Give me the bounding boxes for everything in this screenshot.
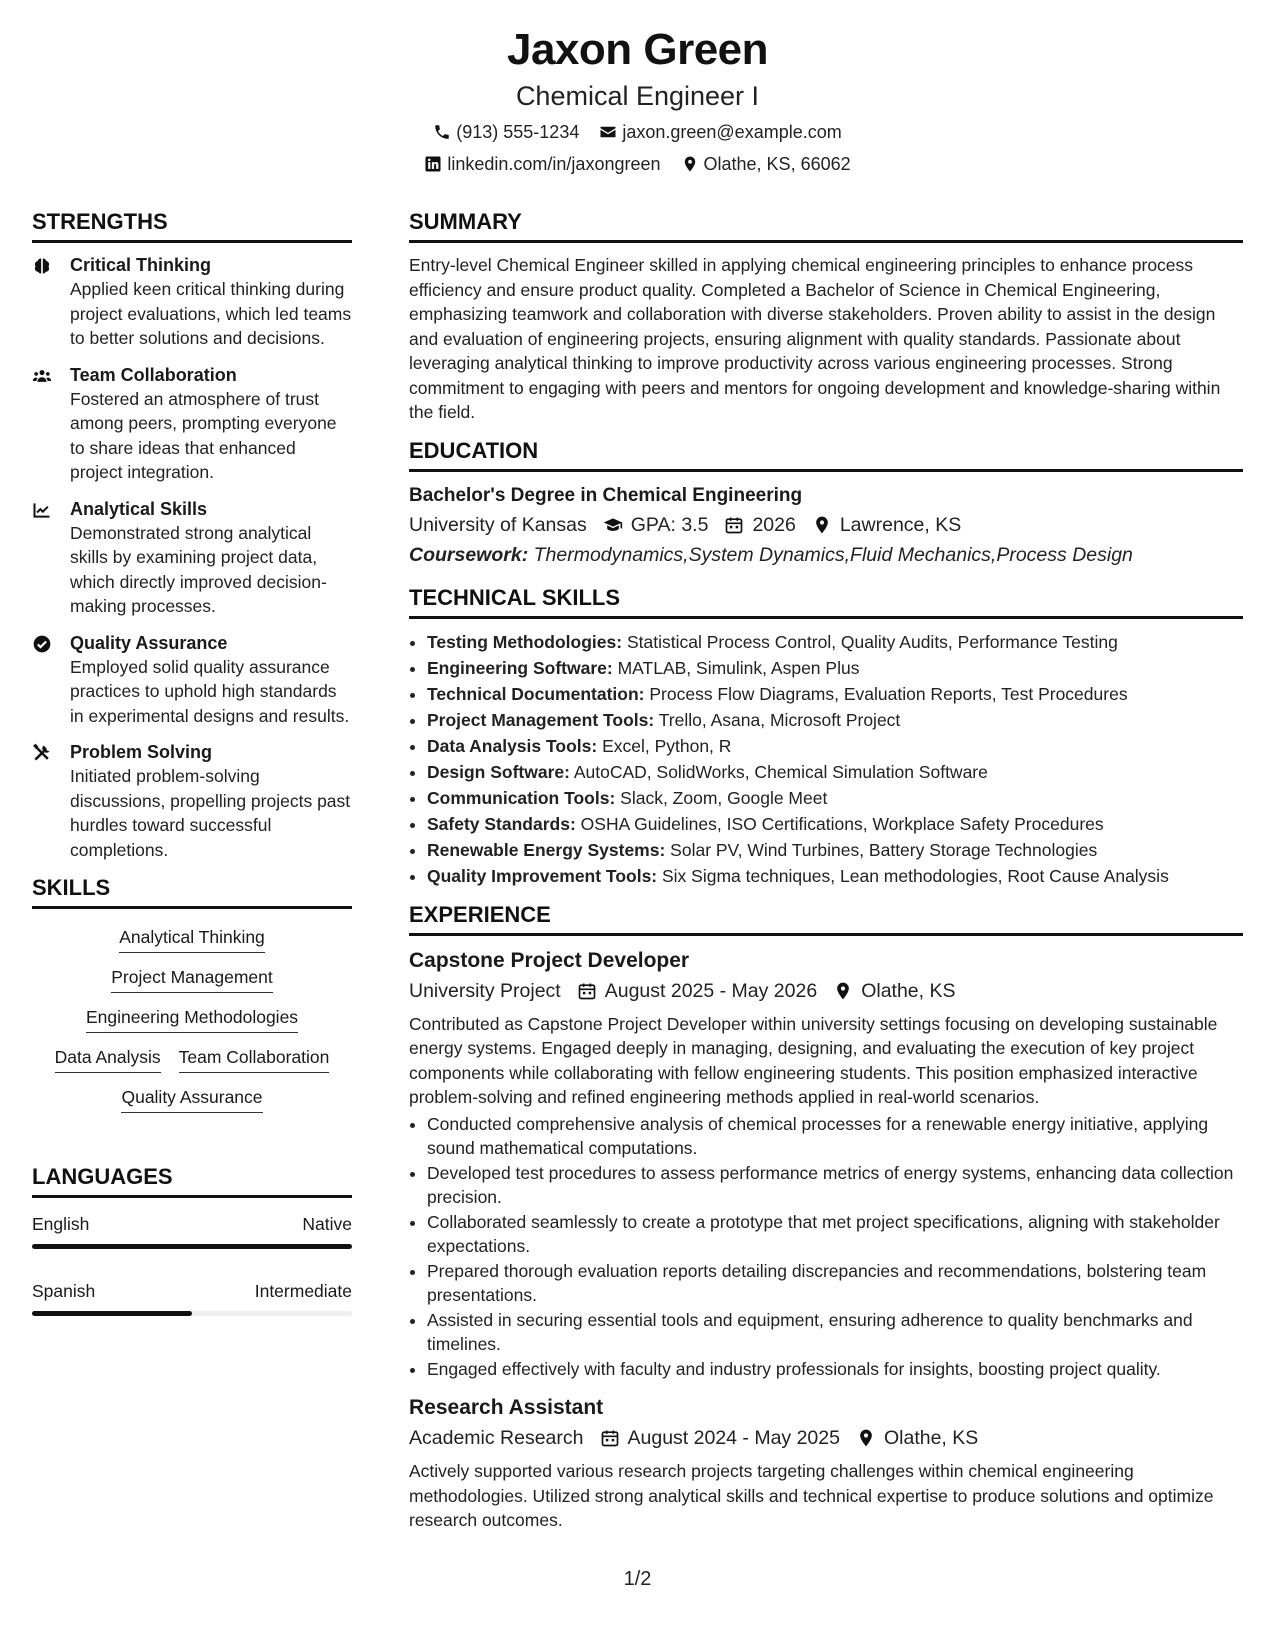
strength-item [32,497,352,619]
language-name: English [32,1214,90,1234]
strength-item [32,363,352,485]
language-item [32,1279,352,1316]
job-meta [409,976,1243,1006]
skill-tag: Engineering Methodologies [86,1005,298,1033]
gpa-text: GPA: 3.5 [630,513,709,536]
calendar-icon [724,515,744,535]
brain-icon [32,256,52,276]
skill-tag: Data Analysis [55,1045,161,1073]
language-level: Intermediate [254,1281,352,1301]
skill-tag: Project Management [111,965,272,993]
technical-skills-list [409,629,1243,889]
language-proficiency-fill [32,1244,352,1249]
job-description: Contributed as Capstone Project Developer within university settings focusing on developing sustainable energy systems. Engaged deeply in managing, designing, and evaluating the execution of key project components while collaborating with fellow engineering students. This position emphasized interactive problem-solving and refined engineering methods applied in real-world scenarios. [409,1013,1218,1107]
contact-row-1 [0,120,1275,144]
map-pin-icon [681,155,699,173]
linkedin-text[interactable]: linkedin.com/in/jaxongreen [447,154,661,174]
education-heading: EDUCATION [409,437,1243,472]
experience-heading: EXPERIENCE [409,901,1243,936]
language-item [32,1212,352,1249]
job-bullets [409,1112,1243,1382]
list-item: • Renewable Energy Systems: Solar PV, Wind Turbines, Battery Storage Technologies [427,837,1243,863]
language-proficiency-bar [32,1311,352,1316]
phone-contact [433,120,579,144]
job-org: Academic Research [409,1427,584,1449]
job-dates: August 2024 - May 2025 [627,1427,840,1449]
list-item: • Testing Methodologies: Statistical Process Control, Quality Audits, Performance Testing [427,629,1243,655]
page-indicator: 1/2 [623,1568,652,1590]
job-meta [409,1423,1243,1453]
job-title-heading: Chemical Engineer I [515,81,760,111]
phone-icon [433,123,451,141]
graduation-year: 2026 [752,513,796,536]
degree-title: Bachelor's Degree in Chemical Engineering [409,484,803,506]
strength-title: Problem Solving [70,742,213,762]
strength-title: Quality Assurance [70,632,228,653]
job-title: Research Assistant [409,1396,604,1419]
users-icon [32,366,52,386]
list-item: • Safety Standards: OSHA Guidelines, ISO Certifications, Workplace Safety Procedures [427,811,1243,837]
email-contact[interactable] [599,120,841,144]
languages-heading: LANGUAGES [32,1163,352,1198]
strength-item [32,631,352,729]
job-description: Actively supported various research projects targeting challenges within chemical engineering methodologies. Utilized strong analytical skills and technical expertise to produce solutions and optimize research outcomes. [409,1461,1214,1530]
map-pin-icon [856,1428,876,1448]
list-item: • Prepared thorough evaluation reports detailing discrepancies and recommendations, bolstering team presentations. [427,1259,1243,1308]
experience-entry [409,946,1243,1382]
map-pin-icon [812,515,832,535]
strength-description: Employed solid quality assurance practices to uphold high standards in experimental designs and results. [70,656,350,726]
technical-skills-heading: TECHNICAL SKILLS [409,584,1243,619]
list-item: • Assisted in securing essential tools and equipment, ensuring adherence to quality benchmarks and timelines. [427,1308,1243,1357]
list-item: • Collaborated seamlessly to create a prototype that met project specifications, aligning with stakeholder expectations. [427,1210,1243,1259]
check-circle-icon [32,634,52,654]
language-proficiency-fill [32,1311,192,1316]
job-org: University Project [409,979,561,1002]
strength-item [32,253,352,351]
school-location: Lawrence, KS [839,513,962,536]
education-meta [409,510,1243,540]
list-item: • Design Software: AutoCAD, SolidWorks, Chemical Simulation Software [427,759,1243,785]
linkedin-icon [424,155,442,173]
language-name: Spanish [32,1281,96,1301]
list-item: • Project Management Tools: Trello, Asana, Microsoft Project [427,707,1243,733]
contact-row-2 [0,152,1275,176]
job-location: Olathe, KS [883,1427,979,1449]
strength-description: Applied keen critical thinking during project evaluations, which led teams to better solutions and decisions. [70,279,352,348]
left-column [32,208,352,1346]
skill-tag: Quality Assurance [121,1085,262,1113]
strength-title: Analytical Skills [70,498,208,519]
strength-description: Initiated problem-solving discussions, propelling projects past hurdles toward successful completions. [70,766,351,860]
strength-title: Team Collaboration [70,364,237,385]
skills-list [32,919,352,1139]
calendar-icon [600,1428,620,1448]
language-level: Native [302,1214,352,1234]
list-item: • Engaged effectively with faculty and industry professionals for insights, boosting project quality. [427,1357,1243,1382]
tools-icon [32,743,52,763]
location-contact [681,152,851,176]
location-text: Olathe, KS, 66062 [703,154,851,174]
strength-description: Fostered an atmosphere of trust among peers, prompting everyone to share ideas that enhanced project integration. [70,388,337,482]
summary-text: Entry-level Chemical Engineer skilled in applying chemical engineering principles to enhance process efficiency and ensure product quality. Completed a Bachelor of Science in Chemical Engineering, emphasizing teamwork and collaboration with diverse stakeholders. Proven ability to assist in the design and evaluation of engineering projects, ensuring alignment with quality standards. Passionate about leveraging analytical thinking to improve productivity across various engineering processes. Strong commitment to engaging with peers and mentors for ongoing development and knowledge-sharing within the field. [409,255,1221,422]
strength-item [32,740,352,862]
skills-heading: SKILLS [32,874,352,909]
coursework-list: Thermodynamics,System Dynamics,Fluid Mechanics,Process Design [533,543,1133,566]
list-item: • Data Analysis Tools: Excel, Python, R [427,733,1243,759]
coursework-label: Coursework: [409,543,529,566]
phone-text: (913) 555-1234 [456,122,580,142]
skill-tag: Analytical Thinking [119,925,265,953]
skill-tag: Team Collaboration [179,1045,330,1073]
job-location: Olathe, KS [861,979,956,1002]
summary-heading: SUMMARY [409,208,1243,243]
list-item: • Communication Tools: Slack, Zoom, Google Meet [427,785,1243,811]
strength-description: Demonstrated strong analytical skills by examining project data, which directly improved decision-making processes. [70,522,327,616]
graduation-cap-icon [603,515,623,535]
map-pin-icon [833,981,853,1001]
job-title: Capstone Project Developer [409,948,690,972]
strengths-heading: STRENGTHS [32,208,352,243]
language-proficiency-bar [32,1244,352,1249]
linkedin-contact[interactable] [424,152,660,176]
experience-entry [409,1393,1243,1533]
list-item: • Conducted comprehensive analysis of chemical processes for a renewable energy initiative, applying sound mathematical computations. [427,1112,1243,1161]
list-item: • Quality Improvement Tools: Six Sigma techniques, Lean methodologies, Root Cause Analysis [427,863,1243,889]
list-item: • Engineering Software: MATLAB, Simulink, Aspen Plus [427,655,1243,681]
envelope-icon [599,123,617,141]
resume-header [0,22,1275,176]
right-column [409,208,1243,1545]
calendar-icon [577,981,597,1001]
job-dates: August 2025 - May 2026 [604,979,818,1002]
chart-line-icon [32,500,52,520]
candidate-name: Jaxon Green [506,25,769,74]
list-item: • Technical Documentation: Process Flow Diagrams, Evaluation Reports, Test Procedures [427,681,1243,707]
strength-title: Critical Thinking [70,255,212,275]
email-text[interactable]: jaxon.green@example.com [622,122,842,142]
list-item: • Developed test procedures to assess performance metrics of energy systems, enhancing data collection precision. [427,1161,1243,1210]
coursework-line [409,540,1243,570]
school-name: University of Kansas [409,513,587,536]
